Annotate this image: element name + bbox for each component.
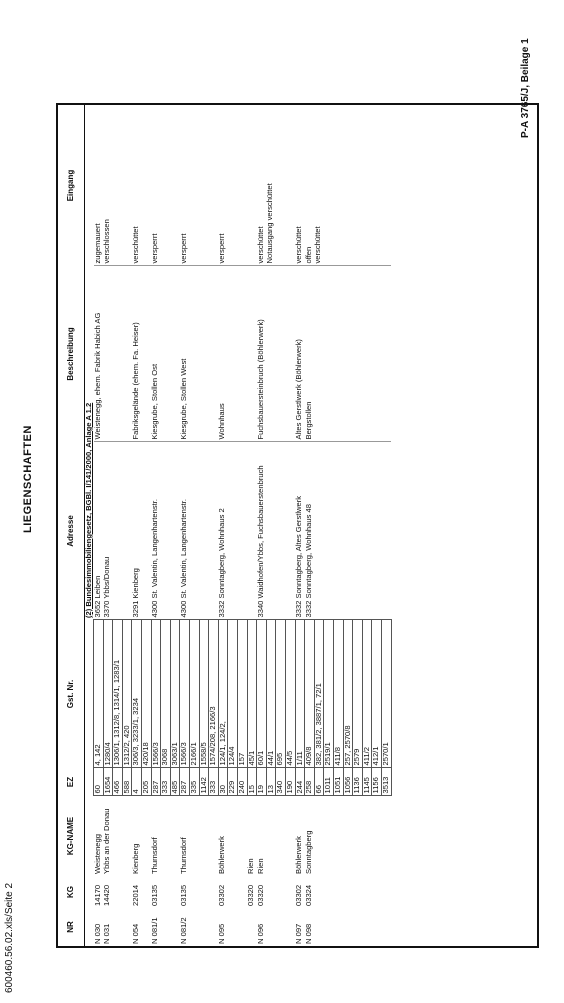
cell-ez: 258 <box>305 768 315 796</box>
cell-adresse <box>113 442 123 620</box>
cell-adresse: 3332 Sonntagberg, Wohnhaus 48 <box>305 442 315 620</box>
cell-nr <box>199 908 209 946</box>
cell-ez: 240 <box>238 768 248 796</box>
cell-gst: 2570/1 <box>381 620 391 768</box>
cell-gst: 157 <box>238 620 248 768</box>
cell-nr: N 081/2 <box>178 917 188 944</box>
cell-ez: 466 <box>113 768 123 796</box>
cell-adresse <box>276 442 286 620</box>
cell-gst: 3068 <box>161 620 171 768</box>
table-row <box>343 105 353 946</box>
cell-adresse <box>324 442 334 620</box>
cell-nr <box>113 908 123 946</box>
cell-adresse: 3370 Ybbs/Donau <box>103 442 113 620</box>
cell-eingang: Notausgang verschüttet <box>266 105 276 266</box>
cell-eingang <box>161 105 171 266</box>
cell-kgname: Thurnsdorf <box>178 837 188 874</box>
cell-gst: 60/1 <box>257 620 267 768</box>
cell-kg: 03320 <box>255 884 265 906</box>
cell-adresse <box>381 442 391 620</box>
document-title: LIEGENSCHAFTEN <box>22 425 34 533</box>
table-row <box>333 105 343 946</box>
cell-kgname <box>266 796 276 876</box>
cell-beschreibung <box>324 266 334 442</box>
cell-beschreibung: Altes Gerstlwerk (Böhlerwerk) <box>295 266 305 442</box>
cell-beschreibung <box>333 266 343 442</box>
cell-ez: 588 <box>122 768 132 796</box>
cell-eingang <box>333 105 343 266</box>
column-header-eingang: Eingang <box>58 105 85 266</box>
cell-ez: 244 <box>295 768 305 796</box>
cell-nr <box>266 908 276 946</box>
cell-adresse <box>266 442 276 620</box>
cell-eingang: versperrt <box>180 105 190 266</box>
cell-beschreibung <box>372 266 382 442</box>
cell-gst: 2166/1 <box>190 620 200 768</box>
cell-adresse: 4300 St. Valentin, Langenhartenstr. <box>180 442 190 620</box>
column-header-beschreibung: Beschreibung <box>58 266 85 442</box>
cell-eingang: verschüttet <box>295 105 305 266</box>
cell-nr: N 095 <box>217 923 227 944</box>
cell-gst: 306/3, 3233/1, 3234 <box>132 620 142 768</box>
table-row <box>266 105 276 946</box>
cell-kg <box>266 876 276 908</box>
cell-kg: 03135 <box>150 884 160 906</box>
column-header-adresse: Adresse <box>58 442 85 620</box>
cell-adresse <box>161 442 171 620</box>
cell-kgname <box>276 796 286 876</box>
cell-nr: N 054 <box>130 923 140 944</box>
cell-kg: 03320 <box>246 884 256 906</box>
cell-eingang <box>113 105 123 266</box>
cell-kg <box>362 876 372 908</box>
cell-kg: 14170 <box>92 884 102 906</box>
cell-gst: 1558/5 <box>199 620 209 768</box>
cell-adresse: 4300 St. Valentin, Langenhartenstr. <box>151 442 161 620</box>
cell-beschreibung <box>228 266 238 442</box>
cell-adresse <box>314 442 324 620</box>
file-name: 600460.56.02.xls/Seite 2 <box>4 882 15 993</box>
cell-kgname: Ybbs an der Donau <box>102 808 112 874</box>
cell-kg <box>228 876 238 908</box>
cell-ez: 1136 <box>353 768 363 796</box>
cell-ez: 1051 <box>333 768 343 796</box>
table-row <box>199 105 209 946</box>
cell-kgname <box>199 796 209 876</box>
property-table-frame <box>56 103 539 948</box>
cell-kgname: Rien <box>246 858 256 874</box>
cell-gst: 44/5 <box>285 620 295 768</box>
cell-nr <box>324 908 334 946</box>
column-header-ez: EZ <box>58 768 85 796</box>
cell-eingang: verschüttet <box>257 105 267 266</box>
cell-ez: 1011 <box>324 768 334 796</box>
cell-ez: 1145 <box>362 768 372 796</box>
cell-adresse <box>190 442 200 620</box>
cell-gst: 45/1 <box>247 620 257 768</box>
cell-gst: 2579 <box>353 620 363 768</box>
cell-adresse <box>362 442 372 620</box>
cell-eingang: versperrt <box>218 105 228 266</box>
cell-gst: 2519/1 <box>324 620 334 768</box>
cell-gst: 411/8 <box>333 620 343 768</box>
cell-nr <box>343 908 353 946</box>
cell-adresse <box>343 442 353 620</box>
cell-nr: N 097 <box>294 923 304 944</box>
cell-gst: 257, 2570/8 <box>343 620 353 768</box>
cell-ez: 30 <box>218 768 228 796</box>
cell-kgname <box>113 796 123 876</box>
cell-nr <box>238 908 248 946</box>
cell-nr <box>190 908 200 946</box>
column-header-kg: KG <box>58 876 85 908</box>
cell-kgname: Sonntagberg <box>303 830 313 874</box>
cell-beschreibung <box>362 266 372 442</box>
table-row <box>314 105 324 946</box>
cell-kgname <box>353 796 363 876</box>
table-row <box>161 105 171 946</box>
cell-beschreibung <box>103 266 113 442</box>
table-header-row <box>58 105 85 946</box>
table-row <box>372 105 382 946</box>
page-reference: P-A 3765/J, Beilage 1 <box>520 38 531 138</box>
cell-kgname: Rien <box>255 858 265 874</box>
cell-adresse: 3332 Sonntagberg, Altes Gerstlwerk <box>295 442 305 620</box>
table-row <box>238 105 248 946</box>
table-row <box>151 105 161 946</box>
cell-ez: 287 <box>151 768 161 796</box>
cell-gst: 1306/1, 1312/8, 1314/1, 1283/1 <box>113 620 123 768</box>
cell-ez: 333 <box>209 768 219 796</box>
table-row <box>132 105 142 946</box>
cell-eingang <box>324 105 334 266</box>
cell-beschreibung <box>161 266 171 442</box>
cell-adresse: 3652 Leiben <box>94 442 104 620</box>
cell-gst: 44/1 <box>266 620 276 768</box>
cell-kg <box>276 876 286 908</box>
cell-kg <box>372 876 382 908</box>
cell-kgname <box>314 796 324 876</box>
cell-beschreibung <box>343 266 353 442</box>
cell-adresse <box>353 442 363 620</box>
cell-nr <box>276 908 286 946</box>
cell-ez: 229 <box>228 768 238 796</box>
cell-beschreibung <box>314 266 324 442</box>
cell-nr: N 031 <box>102 923 112 944</box>
cell-kg: 14420 <box>102 884 112 906</box>
cell-kgname: Weistenegg <box>92 834 102 874</box>
cell-adresse <box>199 442 209 620</box>
cell-nr <box>372 908 382 946</box>
table-row <box>103 105 113 946</box>
cell-eingang: verschlossen <box>103 105 113 266</box>
cell-gst: 420/18 <box>142 620 152 768</box>
cell-nr: N 030 <box>92 923 102 944</box>
cell-beschreibung <box>353 266 363 442</box>
cell-eingang <box>343 105 353 266</box>
cell-nr <box>314 908 324 946</box>
cell-gst: 3063/1 <box>170 620 180 768</box>
cell-gst: 1566/3 <box>180 620 190 768</box>
cell-adresse: 3340 Waidhofen/Ybbs, Fuchsbauerstenbruch <box>257 442 267 620</box>
cell-eingang <box>276 105 286 266</box>
cell-gst: 4, 142 <box>94 620 104 768</box>
table-row <box>276 105 286 946</box>
cell-gst: 411/2 <box>362 620 372 768</box>
cell-beschreibung <box>113 266 123 442</box>
cell-nr: N 081/1 <box>150 917 160 944</box>
cell-nr <box>333 908 343 946</box>
cell-kgname: Böhlerwerk <box>294 836 304 874</box>
cell-beschreibung: Bergstollen <box>305 266 315 442</box>
table-row <box>113 105 123 946</box>
cell-beschreibung <box>238 266 248 442</box>
cell-adresse <box>333 442 343 620</box>
cell-beschreibung <box>199 266 209 442</box>
cell-ez: 19 <box>257 768 267 796</box>
cell-beschreibung: Wohnhaus <box>218 266 228 442</box>
cell-gst: 1/11 <box>295 620 305 768</box>
cell-ez: 4 <box>132 768 142 796</box>
cell-adresse <box>228 442 238 620</box>
cell-eingang <box>372 105 382 266</box>
cell-ez: 1056 <box>343 768 353 796</box>
cell-ez: 333 <box>161 768 171 796</box>
cell-beschreibung <box>266 266 276 442</box>
cell-beschreibung <box>381 266 391 442</box>
cell-kgname <box>228 796 238 876</box>
cell-gst: 1312/2, 420 <box>122 620 132 768</box>
cell-kgname <box>372 796 382 876</box>
cell-kg <box>324 876 334 908</box>
cell-kg <box>381 876 391 908</box>
cell-kg <box>353 876 363 908</box>
cell-ez: 60 <box>94 768 104 796</box>
cell-eingang <box>199 105 209 266</box>
cell-ez: 1142 <box>199 768 209 796</box>
table-row <box>180 105 190 946</box>
cell-beschreibung: Fuchsbauersteinbruch (Böhlerwerk) <box>257 266 267 442</box>
cell-kgname: Thurnsdorf <box>150 837 160 874</box>
cell-kg: 03302 <box>294 884 304 906</box>
cell-kgname <box>381 796 391 876</box>
cell-gst: 382, 381/2, 3887/1, 72/1 <box>314 620 324 768</box>
cell-adresse <box>238 442 248 620</box>
cell-nr <box>161 908 171 946</box>
cell-gst: 1574/208, 2166/3 <box>209 620 219 768</box>
cell-ez: 335 <box>190 768 200 796</box>
table-row <box>228 105 238 946</box>
cell-kgname <box>333 796 343 876</box>
property-table <box>58 105 392 946</box>
column-header-kg-name: KG-NAME <box>58 796 85 876</box>
table-row <box>381 105 391 946</box>
cell-ez: 3513 <box>381 768 391 796</box>
cell-gst: 412/1 <box>372 620 382 768</box>
cell-kg <box>314 876 324 908</box>
cell-gst: 124/1, 124/2, <box>218 620 228 768</box>
cell-kg <box>113 876 123 908</box>
cell-eingang: versperrt <box>151 105 161 266</box>
cell-kg: 22014 <box>130 884 140 906</box>
cell-kg <box>333 876 343 908</box>
cell-adresse: 3291 Kienberg <box>132 442 142 620</box>
cell-kgname <box>324 796 334 876</box>
cell-beschreibung <box>190 266 200 442</box>
table-row <box>353 105 363 946</box>
cell-kg <box>343 876 353 908</box>
cell-nr: N 096 <box>255 923 265 944</box>
cell-beschreibung: Fabriksgelände (ehem. Fa. Heiser) <box>132 266 142 442</box>
cell-ez: 15 <box>247 768 257 796</box>
cell-kg: 03324 <box>303 884 313 906</box>
cell-kg <box>190 876 200 908</box>
cell-ez: 340 <box>276 768 286 796</box>
cell-kgname <box>343 796 353 876</box>
cell-gst: 124/4 <box>228 620 238 768</box>
cell-ez: 205 <box>142 768 152 796</box>
cell-ez: 287 <box>180 768 190 796</box>
cell-kgname: Böhlerwerk <box>217 836 227 874</box>
cell-nr <box>362 908 372 946</box>
cell-nr <box>228 908 238 946</box>
table-row <box>362 105 372 946</box>
column-header-nr: NR <box>58 908 85 946</box>
cell-eingang: offen <box>305 105 315 266</box>
cell-beschreibung: Weistenegg, ehem. Fabrik Habich AG <box>94 266 104 442</box>
cell-eingang <box>381 105 391 266</box>
cell-beschreibung: Kiesgrube, Stollen West <box>180 266 190 442</box>
cell-beschreibung <box>276 266 286 442</box>
cell-ez: 66 <box>314 768 324 796</box>
table-body <box>85 105 392 946</box>
cell-ez: 1156 <box>372 768 382 796</box>
table-row <box>218 105 228 946</box>
cell-adresse: 3332 Sonntagberg, Wohnhaus 2 <box>218 442 228 620</box>
cell-eingang <box>190 105 200 266</box>
cell-kg: 03302 <box>217 884 227 906</box>
cell-gst: 695 <box>276 620 286 768</box>
cell-nr <box>381 908 391 946</box>
cell-ez: 1654 <box>103 768 113 796</box>
cell-kgname <box>190 796 200 876</box>
cell-kgname: Kienberg <box>130 843 140 874</box>
cell-eingang: verschüttet <box>132 105 142 266</box>
column-header-gst-nr: Gst. Nr. <box>58 620 85 768</box>
cell-adresse <box>372 442 382 620</box>
cell-kg: 03135 <box>178 884 188 906</box>
cell-eingang <box>353 105 363 266</box>
table-row <box>190 105 200 946</box>
cell-kg <box>161 876 171 908</box>
cell-ez: 485 <box>170 768 180 796</box>
cell-eingang: zugemauert <box>94 105 104 266</box>
cell-ez: 13 <box>266 768 276 796</box>
section-note: (2) Bundesimmobiliengesetz, BGBl. I/141/2000, Anlage A 1.2 <box>84 402 93 618</box>
cell-gst: 409/8 <box>305 620 315 768</box>
cell-kg <box>199 876 209 908</box>
cell-kgname <box>161 796 171 876</box>
cell-eingang <box>238 105 248 266</box>
cell-gst: 1280/4 <box>103 620 113 768</box>
cell-beschreibung: Kiesgrube, Stollen Ost <box>151 266 161 442</box>
cell-nr <box>353 908 363 946</box>
cell-gst: 1566/3 <box>151 620 161 768</box>
cell-eingang <box>228 105 238 266</box>
cell-kgname <box>362 796 372 876</box>
cell-ez: 190 <box>285 768 295 796</box>
table-row <box>324 105 334 946</box>
cell-eingang <box>362 105 372 266</box>
cell-eingang: verschüttet <box>314 105 324 266</box>
cell-nr: N 098 <box>303 923 313 944</box>
